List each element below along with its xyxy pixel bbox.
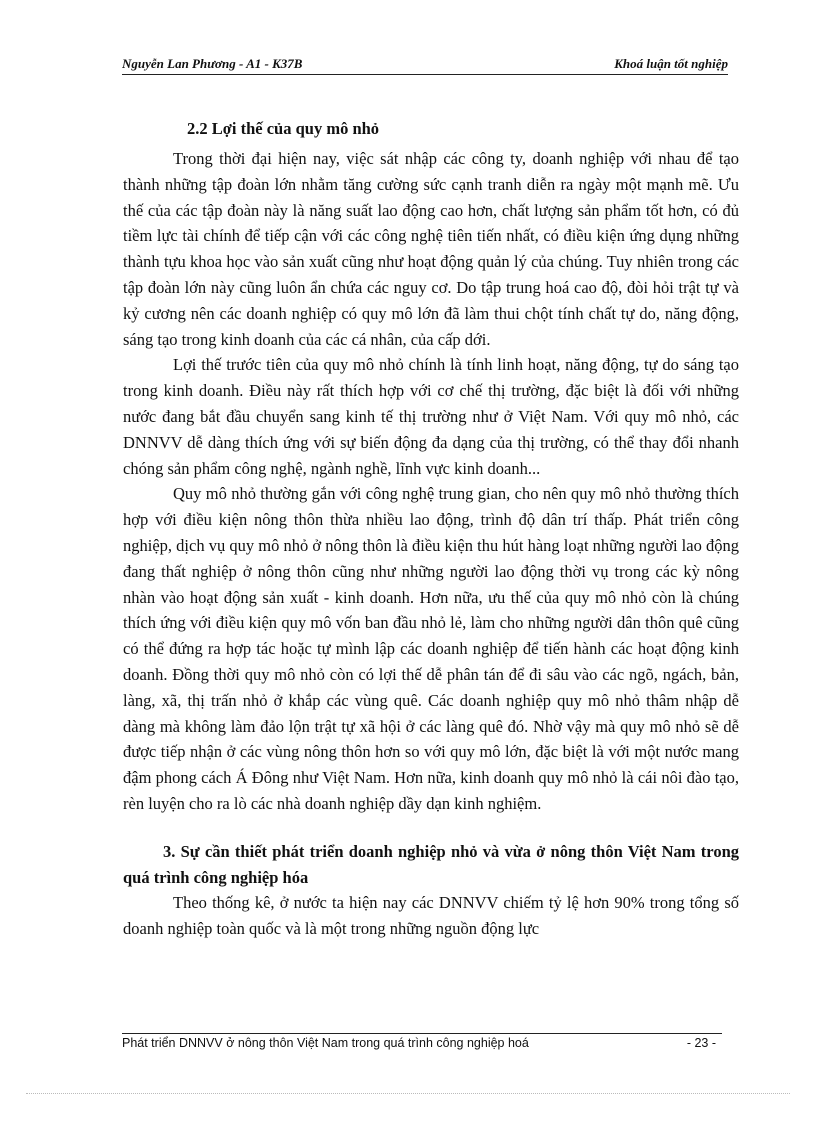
running-footer	[122, 1036, 716, 1054]
running-header	[122, 56, 728, 74]
paragraph: Theo thống kê, ở nước ta hiện nay các DNNVV chiếm tỷ lệ hơn 90% trong tổng số doanh nghiệp toàn quốc và là một trong những nguồn động lực	[123, 893, 739, 939]
section-heading-3: 3. Sự cần thiết phát triển doanh nghiệp nhỏ và vừa ở nông thôn Việt Nam trong quá trình công nghiệp hóa	[123, 841, 739, 887]
page-break-line	[26, 1093, 790, 1094]
header-rule	[122, 74, 728, 75]
page-number: - 23 -	[686, 1036, 716, 1050]
paragraph: Lợi thế trước tiên của quy mô nhỏ chính là tính linh hoạt, năng động, tự do sáng tạo trong kinh doanh. Điều này rất thích hợp với cơ chế thị trường, đặc biệt là đối với những nước đang bắt đầu chuyển sang kinh tế thị trường như ở Việt Nam. Với quy mô nhỏ, các DNNVV dễ dàng thích ứng với sự biến động đa dạng của thị trường, có thể thay đổi nhanh chóng sản phẩm công nghệ, ngành nghề, lĩnh vực kinh doanh...	[123, 355, 739, 478]
paragraph: Quy mô nhỏ thường gắn với công nghệ trung gian, cho nên quy mô nhỏ thường thích hợp với điều kiện nông thôn thừa nhiều lao động, trình độ dân trí thấp. Phát triển công nghiệp, dịch vụ quy mô nhỏ ở nông thôn là điều kiện thu hút hàng loạt những người lao động đang thất nghiệp ở nông thôn cũng như những người lao động thời vụ trong các kỳ nông nhàn vào hoạt động sản xuất - kinh doanh. Hơn nữa, ưu thế của quy mô nhỏ còn là chúng thích ứng với điều kiện quy mô vốn ban đầu nhỏ lẻ, làm cho những người dân thôn quê cũng có thể đứng ra hợp tác hoặc tự mình lập các doanh nghiệp để tiến hành các hoạt động kinh doanh. Đồng thời quy mô nhỏ còn có lợi thế dễ phân tán để đi sâu vào các ngõ, ngách, bản, làng, xã, thị trấn nhỏ ở khắp các vùng quê. Các doanh nghiệp quy mô nhỏ thâm nhập dễ dàng mà không làm đảo lộn trật tự xã hội ở các làng quê đó. Nhờ vậy mà quy mô nhỏ sẽ dễ được tiếp nhận ở các vùng nông thôn hơn so với quy mô lớn, đặc biệt là với một nước mang đậm phong cách Á Đông như Việt Nam. Hơn nữa, kinh doanh quy mô nhỏ là cái nôi đào tạo, rèn luyện cho ra lò các nhà doanh nghiệp dầy dạn kinh nghiệm.	[123, 484, 739, 813]
header-author: Nguyễn Lan Phương - A1 - K37B	[122, 56, 303, 71]
footer-rule	[122, 1033, 722, 1034]
paragraph: Trong thời đại hiện nay, việc sát nhập các công ty, doanh nghiệp với nhau để tạo thành những tập đoàn lớn nhằm tăng cường sức cạnh tranh diễn ra ngày một mạnh mẽ. Ưu thế của các tập đoàn này là năng suất lao động cao hơn, chất lượng sản phẩm tốt hơn, có đủ tiềm lực tài chính để tiếp cận với các công nghệ tiên tiến nhất, có điều kiện ứng dụng những thành tựu khoa học vào sản xuất cũng như hoạt động quản lý của chúng. Tuy nhiên trong các tập đoàn lớn này cũng luôn ẩn chứa các nguy cơ. Do tập trung hoá cao độ, đòi hỏi trật tự và kỷ cương nên các doanh nghiệp có quy mô lớn đã làm thui chột tính chất tự do, năng động, sáng tạo trong kinh doanh của các cá nhân, của cấp dới.	[123, 149, 739, 349]
header-doc-type: Khoá luận tốt nghiệp	[614, 56, 728, 71]
section-heading-2-2: 2.2 Lợi thế của quy mô nhỏ	[187, 119, 380, 138]
page-body	[123, 118, 739, 942]
footer-title: Phát triển DNNVV ở nông thôn Việt Nam trong quá trình công nghiệp hoá	[122, 1036, 529, 1050]
